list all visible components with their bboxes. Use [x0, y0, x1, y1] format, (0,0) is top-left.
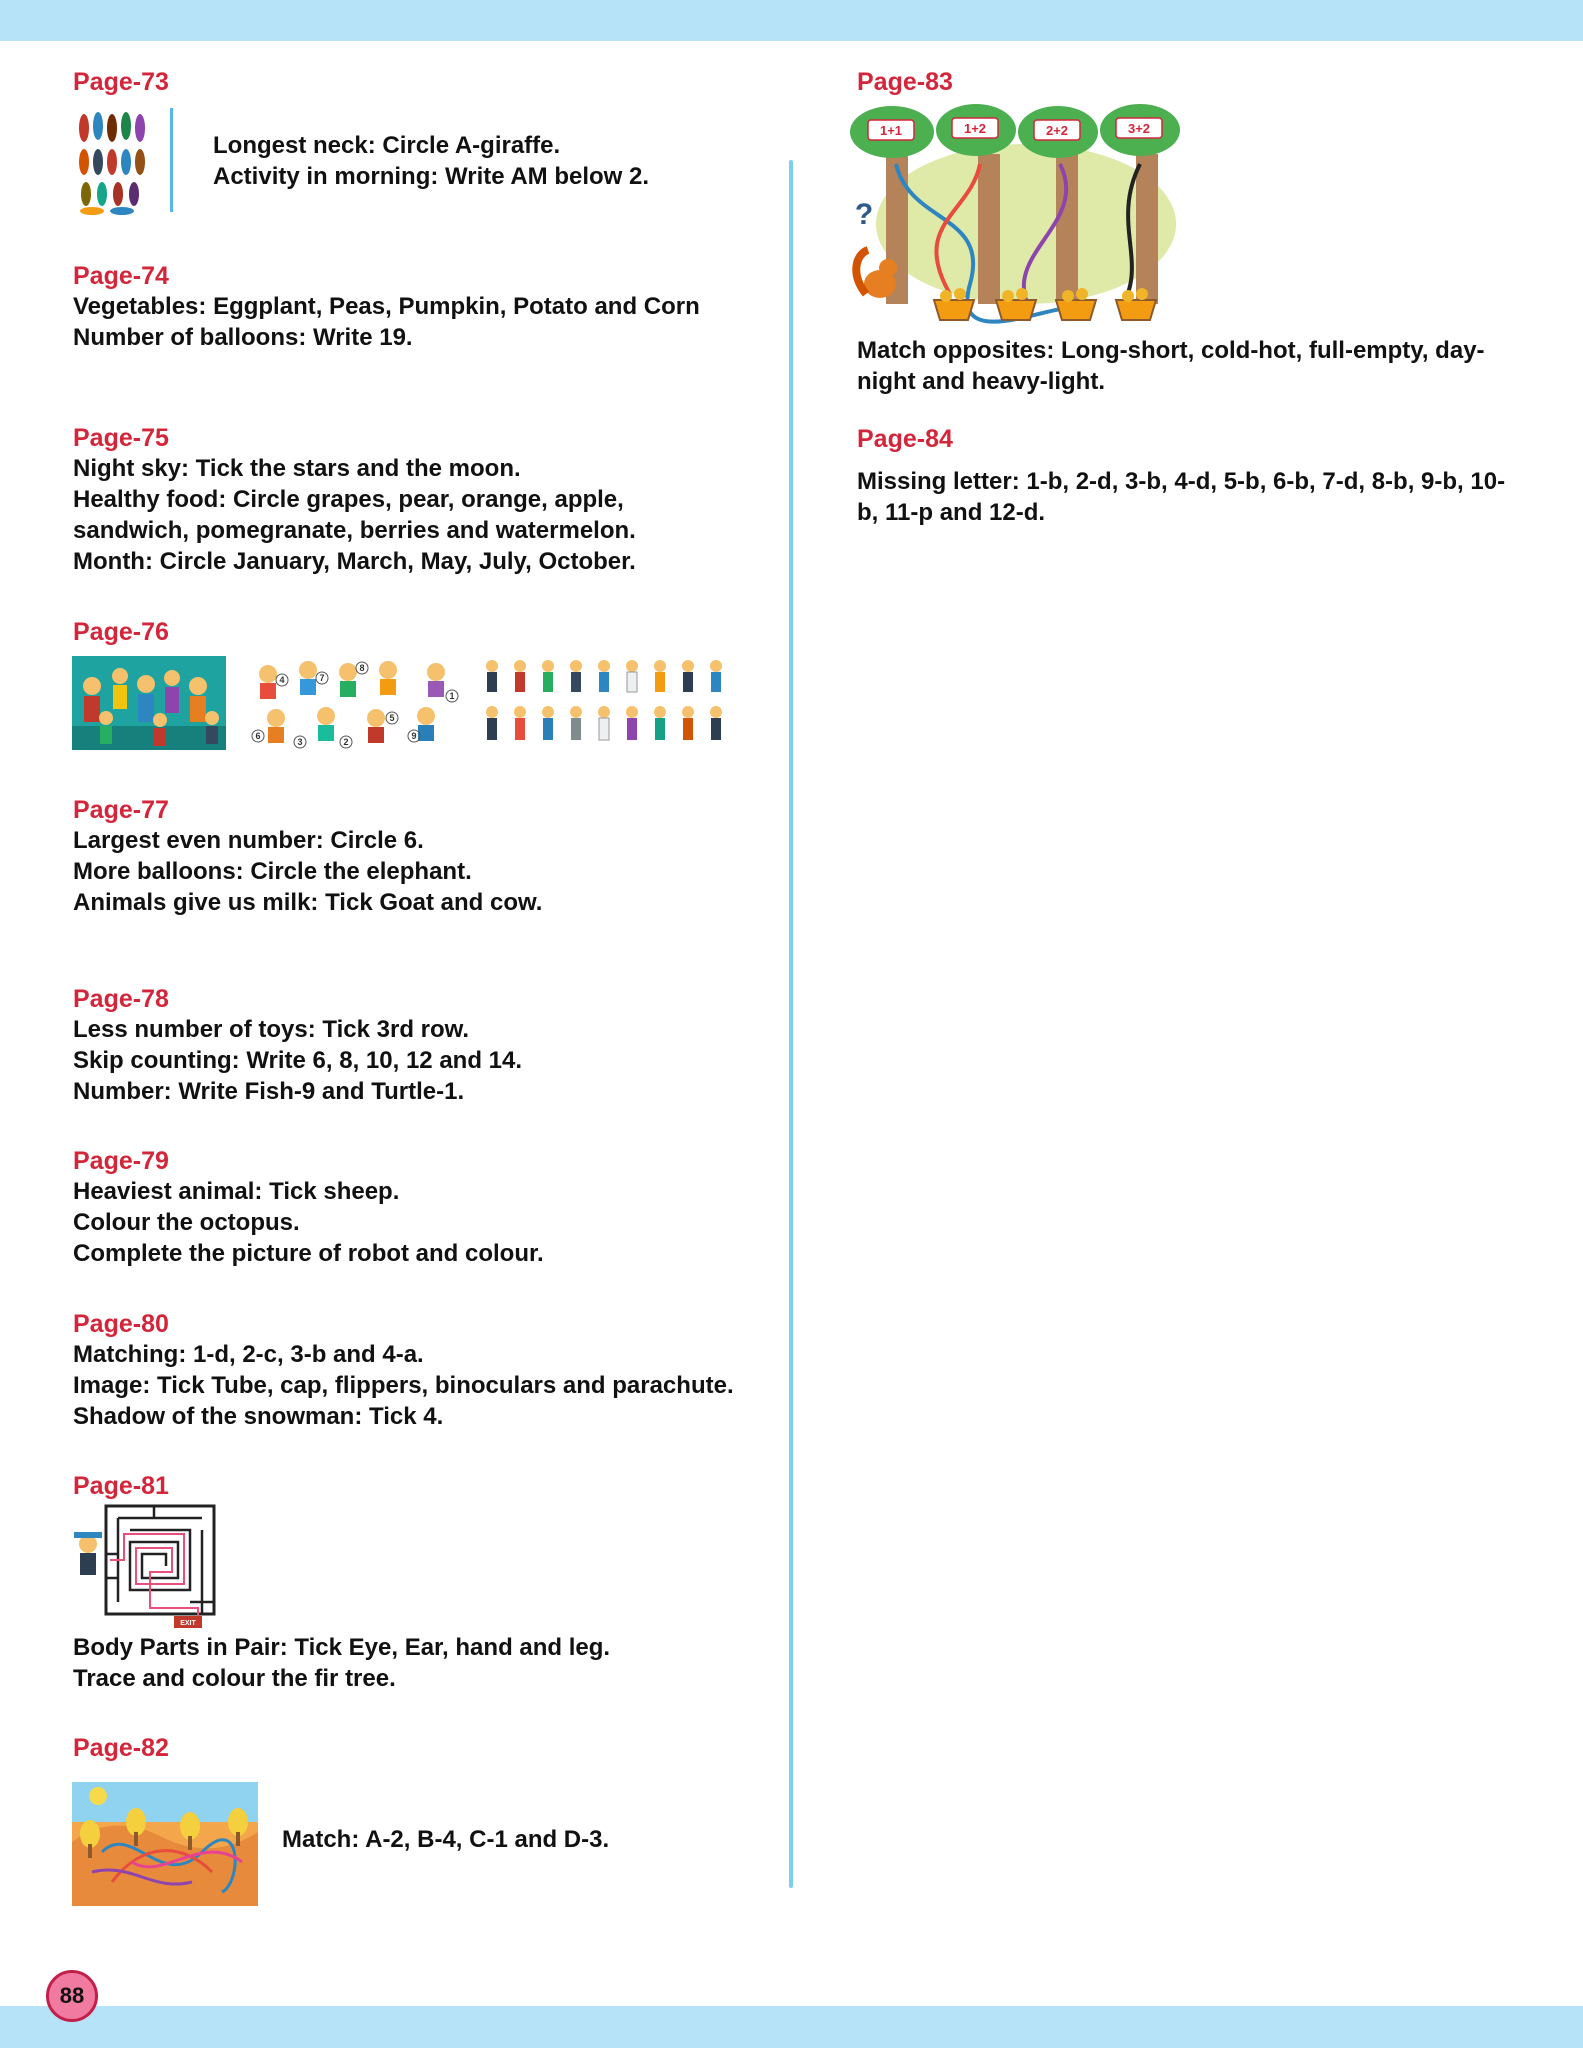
section-page-75	[73, 423, 636, 577]
section-heading: Page-84	[857, 425, 953, 453]
top-band	[0, 0, 1583, 41]
answer-line: Vegetables: Eggplant, Peas, Pumpkin, Potato and Corn	[73, 293, 700, 320]
circle-number: 4	[279, 675, 285, 685]
page-83-text	[857, 335, 1485, 397]
page-82-text	[282, 1824, 609, 1855]
section-heading: Page-75	[73, 424, 169, 452]
answer-line: Match opposites: Long-short, cold-hot, full-empty, day-	[857, 337, 1485, 364]
answer-line: More balloons: Circle the elephant.	[73, 858, 472, 885]
feather-icons	[79, 112, 145, 215]
answer-line: Number: Write Fish-9 and Turtle-1.	[73, 1078, 465, 1105]
section-heading: Page-77	[73, 796, 169, 824]
answer-line: Longest neck: Circle A-giraffe.	[213, 132, 561, 159]
tree-sign: 1+1	[879, 123, 903, 138]
bottom-band	[0, 2006, 1583, 2048]
section-page-81	[73, 1471, 169, 1501]
path-maze-thumbnail	[72, 1782, 258, 1906]
section-page-78	[73, 984, 522, 1107]
section-heading: Page-78	[73, 985, 169, 1013]
answer-line: sandwich, pomegranate, berries and watermelon.	[73, 517, 636, 544]
answer-line: Colour the octopus.	[73, 1209, 300, 1236]
page-number-badge: 88	[46, 1970, 98, 2022]
column-divider	[789, 160, 793, 1888]
answer-line: Heaviest animal: Tick sheep.	[73, 1178, 400, 1205]
section-page-83	[857, 67, 953, 97]
section-page-84	[857, 424, 1505, 528]
page-81-text	[73, 1632, 610, 1694]
section-heading: Page-83	[857, 68, 953, 96]
feathers-thumbnail	[72, 108, 152, 216]
answer-line: Less number of toys: Tick 3rd row.	[73, 1016, 470, 1043]
circle-number: 7	[319, 673, 325, 683]
section-page-76	[73, 617, 169, 647]
answer-line: Animals give us milk: Tick Goat and cow.	[73, 889, 543, 916]
section-page-73	[73, 67, 169, 97]
characters-scene-thumbnail	[72, 656, 226, 750]
answer-line: b, 11-p and 12-d.	[857, 499, 1046, 526]
page-73-text	[213, 130, 649, 192]
circle-number: 2	[343, 737, 349, 747]
answer-line: night and heavy-light.	[857, 368, 1106, 395]
answer-line: Shadow of the snowman: Tick 4.	[73, 1403, 444, 1430]
section-page-74	[73, 261, 700, 353]
section-page-82	[73, 1733, 169, 1763]
tree-sign: 3+2	[1127, 121, 1151, 136]
answer-line: Image: Tick Tube, cap, flippers, binoculars and parachute.	[73, 1372, 734, 1399]
section-heading: Page-82	[73, 1734, 169, 1762]
answer-line: Match: A-2, B-4, C-1 and D-3.	[282, 1826, 610, 1853]
answer-line: Missing letter: 1-b, 2-d, 3-b, 4-d, 5-b, 6-b, 7-d, 8-b, 9-b, 10-	[857, 468, 1506, 495]
circle-number: 1	[449, 691, 455, 701]
answer-line: Activity in morning: Write AM below 2.	[213, 163, 650, 190]
answer-line: Number of balloons: Write 19.	[73, 324, 413, 351]
answer-line: Healthy food: Circle grapes, pear, orange, apple,	[73, 486, 624, 513]
squirrel-maze-thumbnail	[850, 104, 1186, 330]
answer-line: Month: Circle January, March, May, July, October.	[73, 548, 636, 575]
thumbnail-separator	[170, 108, 173, 212]
section-heading: Page-79	[73, 1147, 169, 1175]
answer-line: Largest even number: Circle 6.	[73, 827, 424, 854]
section-heading: Page-73	[73, 68, 169, 96]
section-heading: Page-81	[73, 1472, 169, 1500]
answer-line: Matching: 1-d, 2-c, 3-b and 4-a.	[73, 1341, 424, 1368]
sun-icon	[89, 1787, 107, 1805]
circle-number: 8	[359, 663, 365, 673]
answer-line: Complete the picture of robot and colour.	[73, 1240, 544, 1267]
section-page-79	[73, 1146, 544, 1269]
professions-thumbnail	[480, 654, 740, 752]
answer-line: Skip counting: Write 6, 8, 10, 12 and 14.	[73, 1047, 523, 1074]
answer-line: Body Parts in Pair: Tick Eye, Ear, hand and leg.	[73, 1634, 611, 1661]
section-heading: Page-74	[73, 262, 169, 290]
circle-number: 5	[389, 713, 395, 723]
section-page-80	[73, 1309, 734, 1432]
answer-line: Trace and colour the fir tree.	[73, 1665, 396, 1692]
kids-numbered-thumbnail	[246, 652, 464, 752]
circle-number: 6	[255, 731, 261, 741]
answer-line: Night sky: Tick the stars and the moon.	[73, 455, 521, 482]
section-heading: Page-76	[73, 618, 169, 646]
section-page-77	[73, 795, 542, 918]
maze-thumbnail	[70, 1504, 220, 1630]
question-mark: ?	[854, 198, 874, 231]
exit-sign-label: EXIT	[180, 1620, 196, 1627]
tree-sign: 1+2	[963, 121, 987, 136]
section-heading: Page-80	[73, 1310, 169, 1338]
tree-sign: 2+2	[1045, 123, 1069, 138]
circle-number: 3	[297, 737, 303, 747]
circle-number: 9	[411, 731, 417, 741]
